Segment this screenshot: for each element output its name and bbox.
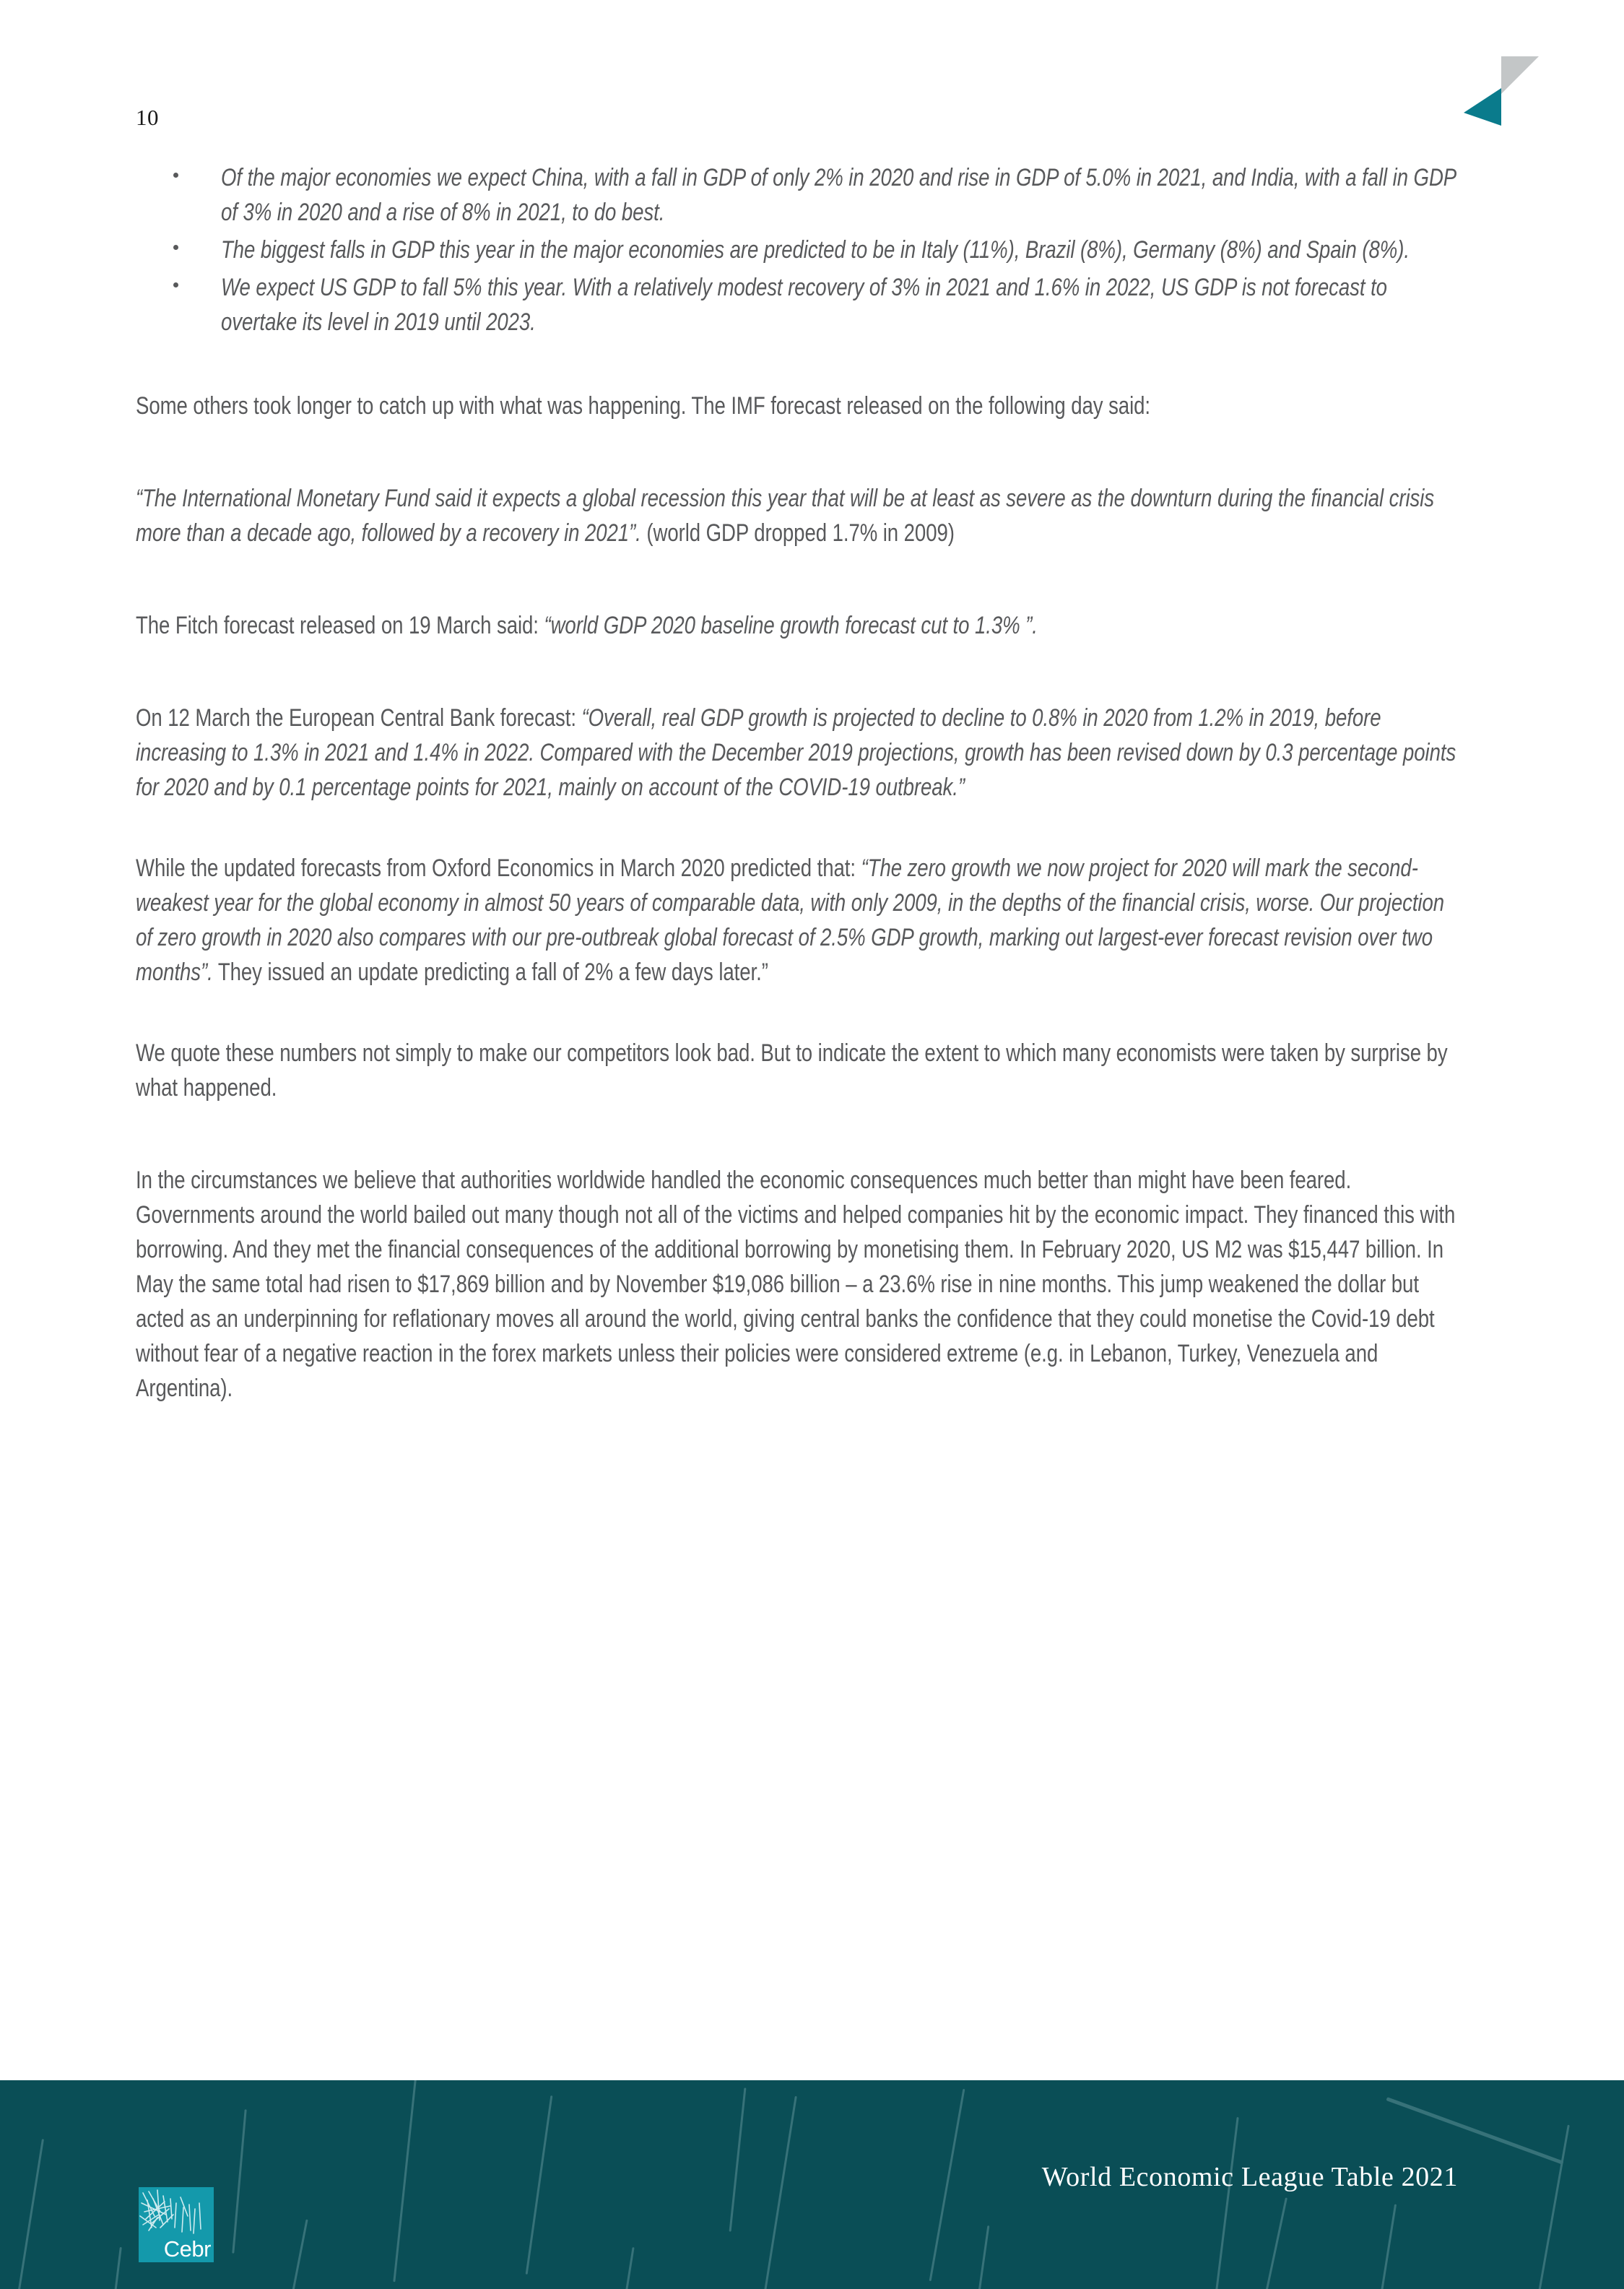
paragraph-imf-quote	[136, 481, 1461, 550]
bullet-dot-icon	[173, 173, 178, 178]
cebr-logo	[139, 2187, 214, 2262]
spacer	[136, 550, 1461, 608]
paragraph-fitch	[136, 608, 1461, 643]
spacer	[136, 643, 1461, 701]
paragraph-imf-intro: Some others took longer to catch up with what was happening. The IMF forecast released on the following day said:	[136, 392, 1150, 420]
paragraph-oxford	[136, 851, 1461, 990]
footer-report-title: World Economic League Table 2021	[1041, 2162, 1458, 2192]
forecast-bullet-list	[136, 160, 1461, 339]
bullet-text: Of the major economies we expect China, with a fall in GDP of only 2% in 2020 and rise in GDP of 5.0% in 2021, and India, with a fall in GDP of 3% in 2020 and a rise of 8% in 2021, to do best.	[221, 164, 1456, 226]
brand-pinwheel-icon	[1464, 45, 1539, 120]
pinwheel-gray-triangle	[1501, 56, 1539, 94]
document-body	[136, 160, 1461, 1406]
spacer	[136, 342, 1461, 389]
imf-quote-text: “The International Monetary Fund said it expects a global recession this year that will be at least as severe as the downturn during the financial crisis more than a decade ago, followed by a recovery in 2021”.	[136, 485, 1435, 547]
pinwheel-teal-triangle	[1464, 88, 1501, 126]
oxford-tail-text: They issued an update predicting a fall of 2% a few days later.”	[212, 959, 768, 986]
spacer	[136, 423, 1461, 481]
list-item	[136, 233, 1461, 267]
spacer	[136, 1105, 1461, 1163]
paragraph-circumstances: In the circumstances we believe that authorities worldwide handled the economic consequences much better than might have been feared. Governments around the world bailed out many though not all of the victims and helped companies hit by the economic impact. They financed this with borrowing. And they met the financial consequences of the additional borrowing by monetising them. In February 2020, US M2 was $15,447 billion. In May the same total had risen to $17,869 billion and by November $19,086 billion – a 23.6% rise in nine months. This jump weakened the dollar but acted as an underpinning for reflationary moves all around the world, giving central banks the confidence that they could monetise the Covid-19 debt without fear of a negative reaction in the forex markets unless their policies were considered extreme (e.g. in Lebanon, Turkey, Venezuela and Argentina).	[136, 1167, 1456, 1402]
spacer	[136, 805, 1461, 851]
list-item	[136, 270, 1461, 339]
list-item	[136, 160, 1461, 230]
paragraph-competitors: We quote these numbers not simply to make our competitors look bad. But to indicate the extent to which many economists were taken by surprise by what happened.	[136, 1039, 1448, 1102]
ecb-quote-text: “Overall, real GDP growth is projected to decline to 0.8% in 2020 from 1.2% in 2019, before increasing to 1.3% in 2021 and 1.4% in 2022. Compared with the December 2019 projections, growth has been revised down by 0.3 percentage points for 2020 and by 0.1 percentage points for 2021, mainly on account of the COVID-19 outbreak.”	[136, 704, 1456, 801]
oxford-intro-text: While the updated forecasts from Oxford Economics in March 2020 predicted that:	[136, 854, 861, 882]
fitch-quote-text: “world GDP 2020 baseline growth forecast cut to 1.3% ”.	[544, 612, 1038, 639]
oxford-quote-text: “The zero growth we now project for 2020 will mark the second-weakest year for the global economy in almost 50 years of comparable data, with only 2009, in the depths of the financial crisis, worse. Our projection of zero growth in 2020 also compares with our pre-outbreak global forecast of 2.5% GDP growth, marking out largest-ever forecast revision over two months”.	[136, 854, 1445, 986]
bullet-text: The biggest falls in GDP this year in the major economies are predicted to be in Italy (11%), Brazil (8%), Germany (8%) and Spain (8%).	[221, 236, 1410, 264]
page-footer	[0, 2080, 1624, 2289]
bullet-text: We expect US GDP to fall 5% this year. With a relatively modest recovery of 3% in 2021 and 1.6% in 2022, US GDP is not forecast to overtake its level in 2019 until 2023.	[221, 274, 1387, 336]
paragraph-ecb	[136, 701, 1461, 805]
spacer	[136, 990, 1461, 1036]
ecb-intro-text: On 12 March the European Central Bank forecast:	[136, 704, 582, 732]
fitch-intro-text: The Fitch forecast released on 19 March said:	[136, 612, 544, 639]
imf-quote-note: (world GDP dropped 1.7% in 2009)	[641, 519, 955, 547]
page-number: 10	[136, 105, 159, 130]
bullet-dot-icon	[173, 245, 178, 250]
cebr-logo-label: Cebr	[163, 2236, 211, 2262]
bullet-dot-icon	[173, 282, 178, 287]
